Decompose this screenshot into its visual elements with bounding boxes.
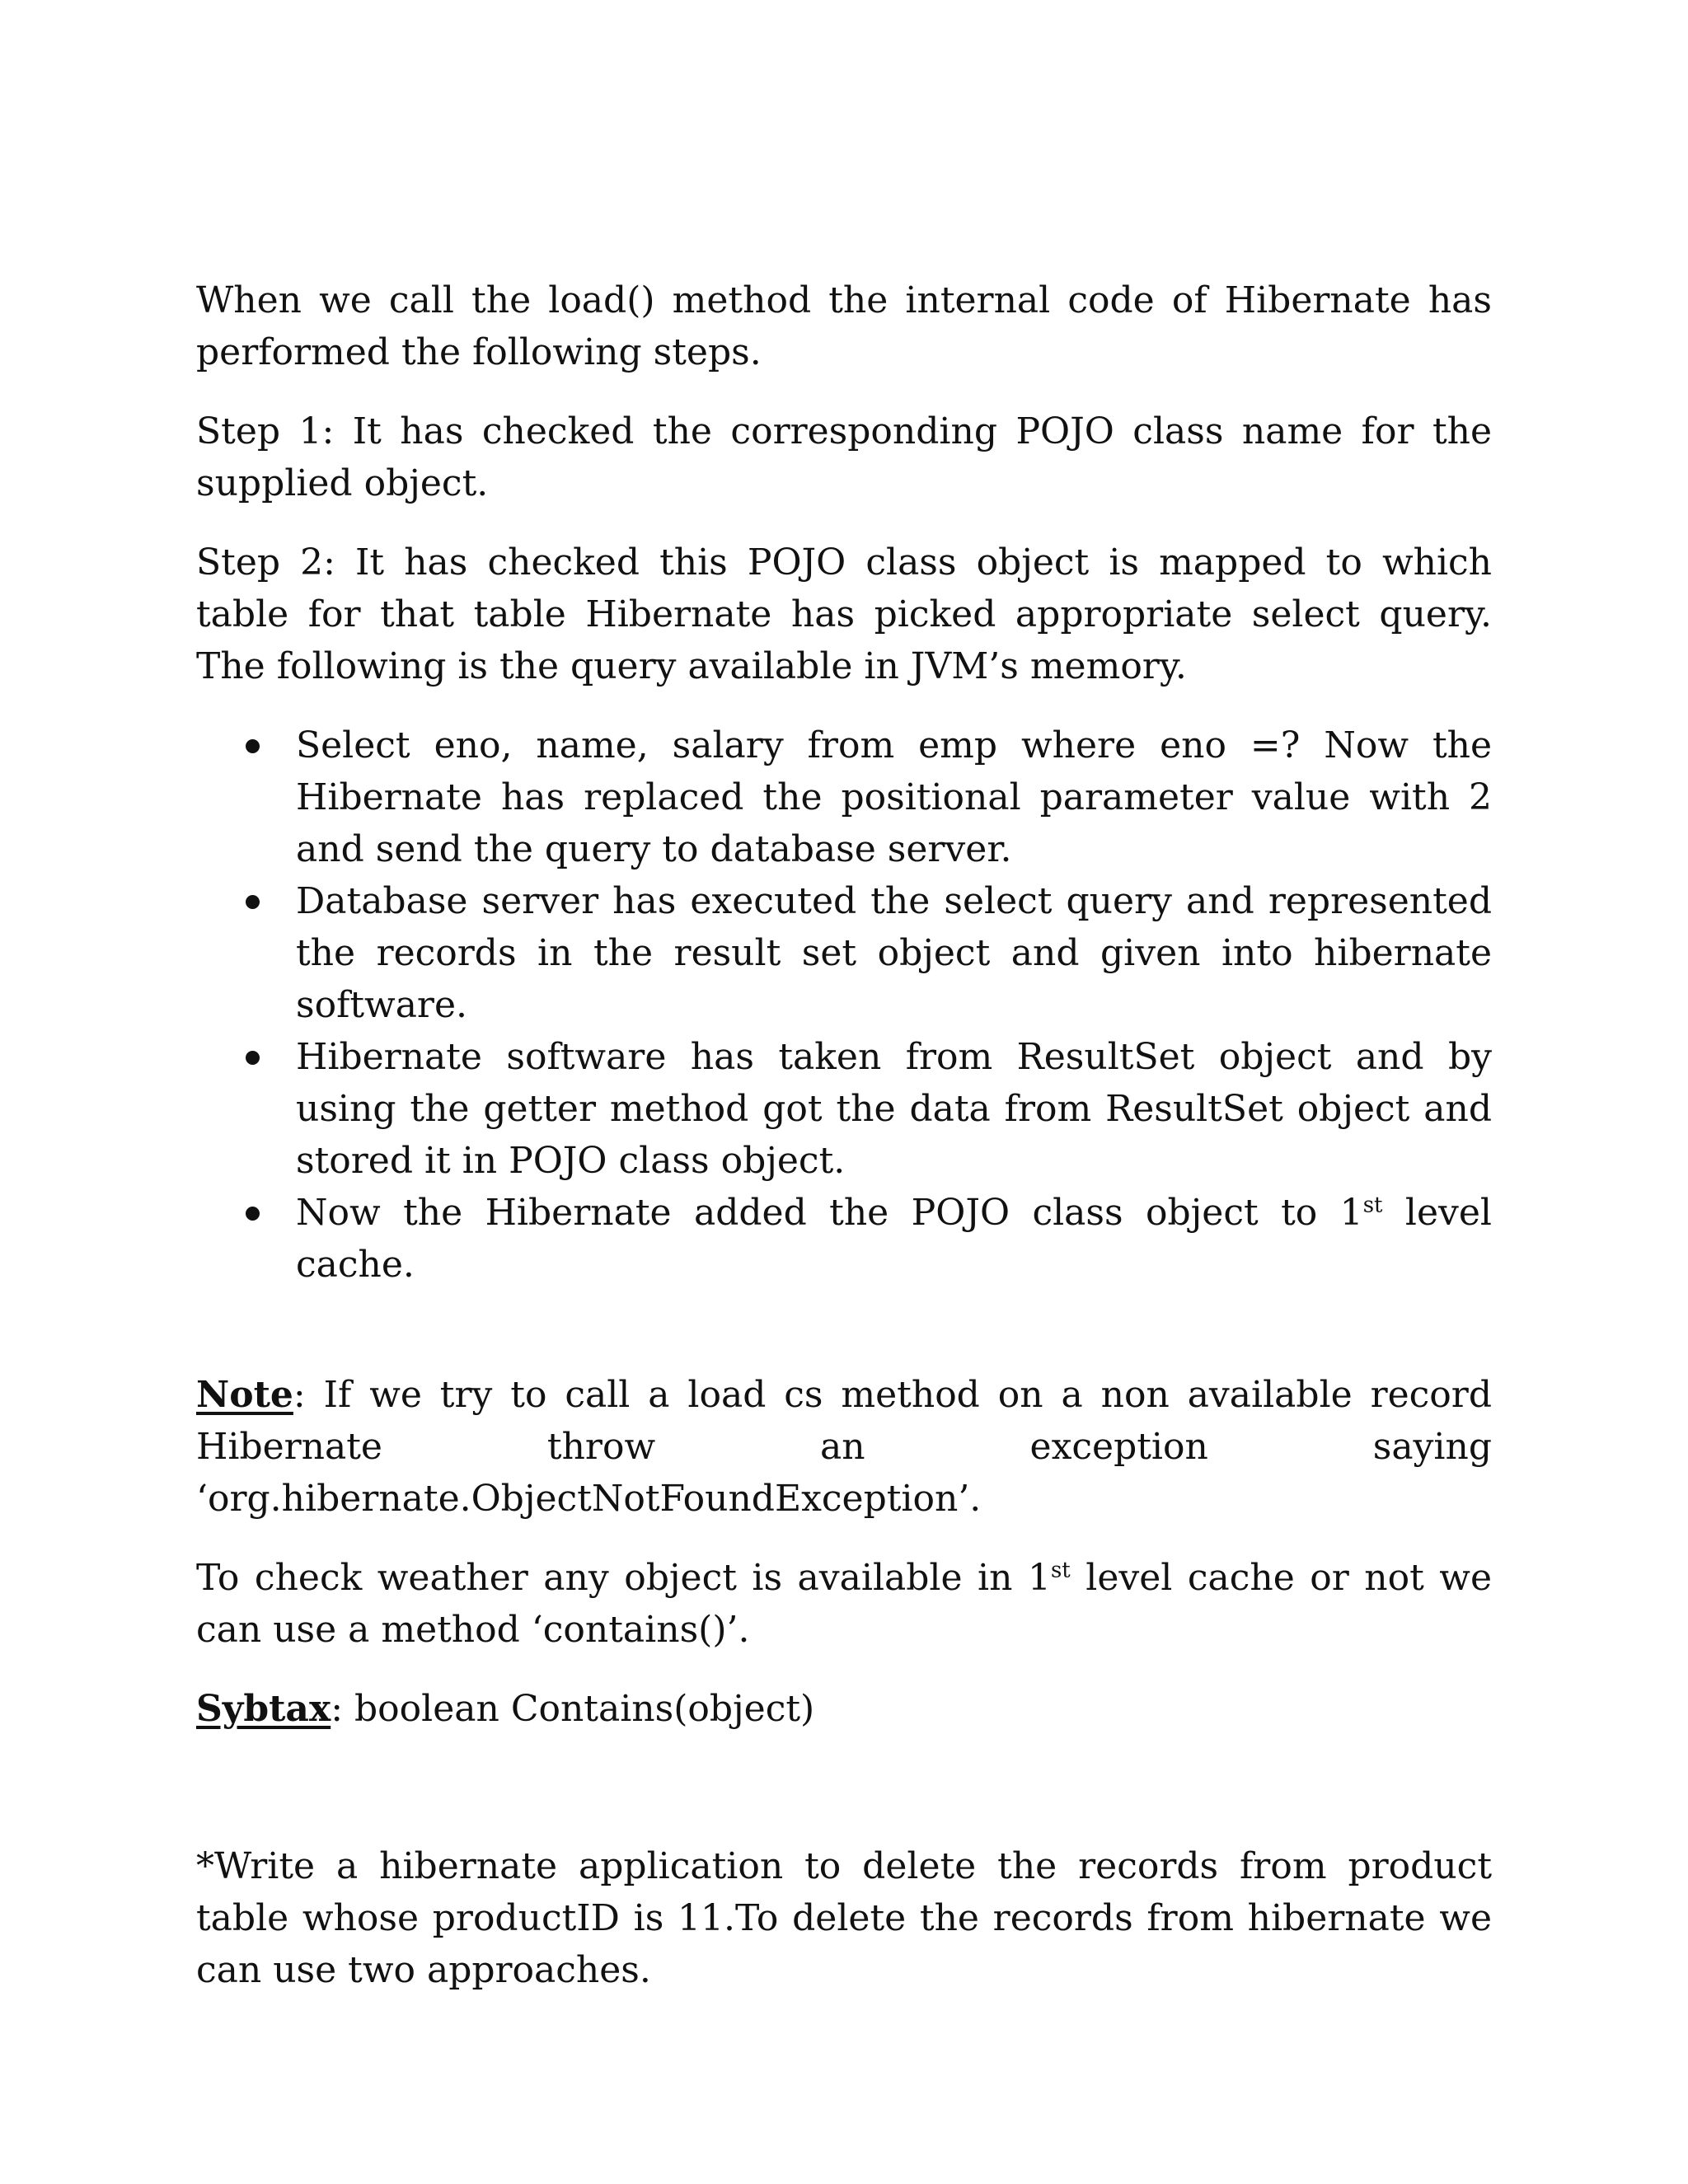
syntax-text: : boolean Contains(object) [331, 1688, 815, 1730]
syntax-paragraph [196, 1683, 1492, 1735]
bullet-item [196, 1187, 1492, 1291]
ordinal-suffix: st [1362, 1193, 1383, 1218]
note-text: : If we try to call a load cs method on a non available record Hibernate throw an exception saying ‘org.hibernate.ObjectNotFoundException’. [196, 1374, 1492, 1520]
bullet-dot-icon [246, 1051, 260, 1065]
bullet-item [196, 719, 1492, 875]
steps-bullet-list [196, 719, 1492, 1291]
bullet-text: Select eno, name, salary from emp where eno =? Now the Hibernate has replaced the positional parameter value with 2 and send the query to database server. [296, 724, 1492, 870]
bullet-text: Database server has executed the select query and represented the records in the result set object and given into hibernate software. [296, 880, 1492, 1026]
step-1-paragraph: Step 1: It has checked the corresponding POJO class name for the supplied object. [196, 410, 1492, 504]
note-label: Note [196, 1374, 293, 1416]
intro-paragraph: When we call the load() method the internal code of Hibernate has performed the following steps. [196, 279, 1492, 373]
task-paragraph: *Write a hibernate application to delete the records from product table whose productID is 11.To delete the records from hibernate we can use two approaches. [196, 1845, 1492, 1991]
bullet-text-after: level cache. [296, 1192, 1492, 1286]
bullet-text: Hibernate software has taken from ResultSet object and by using the getter method got the data from ResultSet object and stored it in POJO class object. [296, 1036, 1492, 1182]
bullet-dot-icon [246, 895, 260, 909]
bullet-text-before: Now the Hibernate added the POJO class object to 1 [296, 1192, 1363, 1234]
bullet-item [196, 1031, 1492, 1187]
contains-text-after: level cache or not we can use a method ‘contains()’. [196, 1557, 1492, 1651]
bullet-dot-icon [246, 1207, 260, 1221]
step-2-paragraph: Step 2: It has checked this POJO class object is mapped to which table for that table Hibernate has picked appropriate select query. The following is the query available in JVM’s memory. [196, 541, 1492, 687]
bullet-item [196, 875, 1492, 1031]
bullet-dot-icon [246, 739, 260, 753]
contains-paragraph [196, 1552, 1492, 1656]
ordinal-suffix: st [1050, 1558, 1071, 1583]
note-paragraph [196, 1369, 1492, 1525]
contains-text-before: To check weather any object is available in 1 [196, 1557, 1051, 1599]
syntax-label: Sybtax [196, 1688, 331, 1730]
document-page [196, 274, 1492, 2023]
